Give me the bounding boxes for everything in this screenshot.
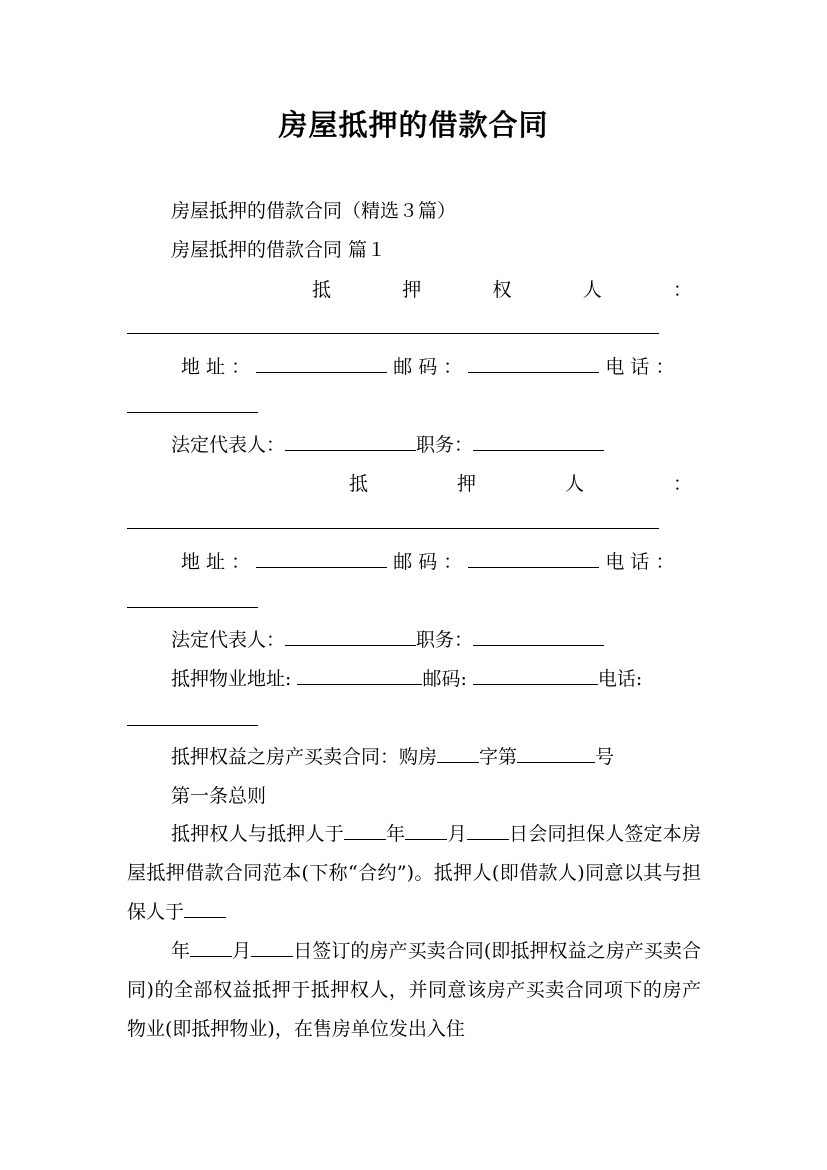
phone-blank bbox=[127, 412, 258, 413]
position-blank bbox=[473, 627, 604, 646]
contract-number-blank bbox=[517, 744, 595, 763]
mortgagor-name-blank bbox=[127, 528, 659, 529]
postcode-label: 邮 码 ： bbox=[393, 356, 463, 378]
paragraph-text: 月 bbox=[447, 823, 467, 845]
document-title: 房屋抵押的借款合同 bbox=[278, 108, 549, 142]
phone-label: 电 话 ： bbox=[605, 356, 675, 378]
paragraph-text: 日签订的房产买卖合同(即抵押权益之房产买卖合同)的全部权益抵押于抵押权人，并同意该房产买卖合同项下的房产物业(即抵押物业)，在售房单位发出入住 bbox=[127, 940, 701, 1040]
position-blank bbox=[473, 432, 604, 451]
postcode-blank bbox=[473, 666, 598, 685]
property-address-blank bbox=[297, 666, 422, 685]
paragraph-text: 月 bbox=[232, 940, 252, 962]
mortgagor-char: ： bbox=[672, 473, 692, 495]
mortgagor-label bbox=[349, 470, 692, 498]
year-blank bbox=[344, 821, 386, 840]
mortgagee-char: 权 bbox=[492, 279, 512, 301]
contract-ref-blank bbox=[437, 744, 479, 763]
legal-rep-blank bbox=[285, 627, 416, 646]
contract-ref-text: 号 bbox=[595, 746, 615, 768]
mortgagee-legal-rep-line bbox=[171, 431, 604, 459]
paragraph-text: 年 bbox=[385, 823, 406, 845]
date-blank bbox=[184, 899, 226, 918]
phone-label: 电话: bbox=[597, 668, 643, 690]
mortgagee-char: 人 bbox=[582, 279, 602, 301]
mortgagee-name-blank bbox=[127, 333, 659, 334]
day-blank bbox=[467, 821, 509, 840]
postcode-label: 邮 码 ： bbox=[393, 551, 463, 573]
month-blank bbox=[405, 821, 447, 840]
mortgagee-char: 抵 bbox=[312, 279, 332, 301]
mortgagee-contact-line bbox=[181, 353, 674, 381]
postcode-label: 邮码: bbox=[422, 668, 467, 690]
contract-reference-line bbox=[171, 743, 614, 771]
day-blank bbox=[251, 938, 293, 957]
legal-rep-blank bbox=[285, 432, 416, 451]
position-label: 职务： bbox=[416, 434, 474, 456]
address-label: 地 址 ： bbox=[181, 551, 251, 573]
property-address-line bbox=[171, 665, 642, 693]
mortgagee-char: 押 bbox=[402, 279, 422, 301]
phone-label: 电 话 ： bbox=[605, 551, 675, 573]
contract-ref-text: 抵押权益之房产买卖合同：购房 bbox=[171, 746, 438, 768]
position-label: 职务： bbox=[416, 629, 474, 651]
address-blank bbox=[256, 354, 387, 373]
article-paragraph bbox=[127, 932, 701, 1049]
month-blank bbox=[190, 938, 232, 957]
section-heading: 房屋抵押的借款合同 篇１ bbox=[171, 239, 387, 261]
postcode-blank bbox=[468, 549, 599, 568]
mortgagee-label bbox=[312, 276, 692, 304]
address-blank bbox=[256, 549, 387, 568]
document-subtitle: 房屋抵押的借款合同（精选３篇） bbox=[171, 200, 457, 222]
address-label: 地 址 ： bbox=[181, 356, 251, 378]
mortgagor-char: 人 bbox=[564, 473, 584, 495]
phone-blank bbox=[127, 725, 258, 726]
mortgagor-contact-line bbox=[181, 548, 674, 576]
mortgagor-char: 押 bbox=[456, 473, 476, 495]
legal-rep-label: 法定代表人： bbox=[171, 629, 286, 651]
paragraph-text: 抵押权人与抵押人于 bbox=[171, 823, 344, 845]
postcode-blank bbox=[468, 354, 599, 373]
contract-ref-text: 字第 bbox=[479, 746, 518, 768]
paragraph-text: 日会同担保人签定本房屋抵押借款合同范本(下称“合约”)。抵押人(即借款人)同意以其与担保人于 bbox=[127, 823, 701, 923]
mortgagee-char: ： bbox=[672, 279, 692, 301]
property-address-label: 抵押物业地址: bbox=[171, 668, 292, 690]
article-paragraph bbox=[127, 815, 701, 932]
phone-blank bbox=[127, 607, 258, 608]
article-heading: 第一条总则 bbox=[171, 785, 267, 807]
legal-rep-label: 法定代表人： bbox=[171, 434, 286, 456]
mortgagor-legal-rep-line bbox=[171, 626, 604, 654]
paragraph-text: 年 bbox=[171, 940, 191, 962]
mortgagor-char: 抵 bbox=[349, 473, 369, 495]
